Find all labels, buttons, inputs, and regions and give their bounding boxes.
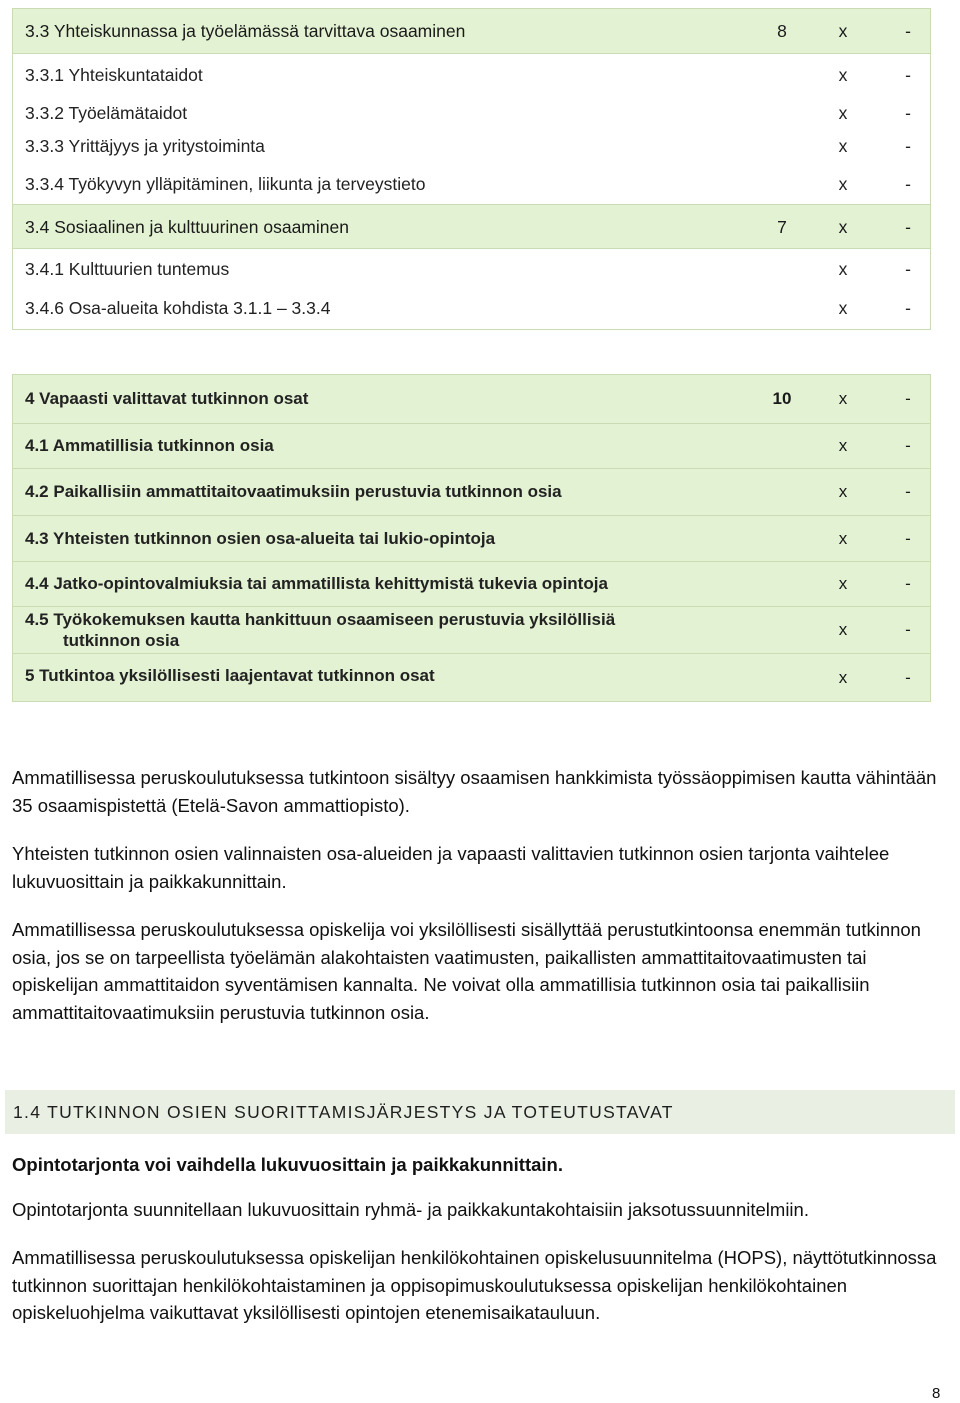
row-label: 4.4 Jatko-opintovalmiuksia tai ammatillista kehittymistä tukevia opintoja — [25, 574, 608, 593]
paragraph-tyossaoppiminen: Ammatillisessa peruskoulutuksessa tutkintoon sisältyy osaamisen hankkimista työssäoppimisen kautta vähintään 35 osaamispistettä (Etelä-Savon ammattiopisto). — [12, 767, 937, 816]
row-x-mark: x — [838, 136, 848, 156]
row-label-line-2: tutkinnon osia — [63, 631, 180, 650]
row-x-mark: x — [838, 65, 848, 85]
row-x-mark: x — [838, 574, 848, 593]
row-dash: - — [905, 667, 911, 687]
row-label-line-1: 4.5 Työkokemuksen kautta hankittuun osaamiseen perustuvia yksilöllisiä — [25, 610, 616, 629]
table-row-header — [13, 204, 930, 249]
row-points: 8 — [777, 21, 787, 41]
table-row — [13, 289, 930, 327]
section-lead: Opintotarjonta voi vaihdella lukuvuosittain ja paikkakunnittain. — [12, 1154, 563, 1175]
row-x-mark: x — [838, 620, 848, 639]
row-dash: - — [905, 298, 911, 318]
table-row — [13, 96, 930, 129]
row-x-mark: x — [838, 528, 848, 548]
paragraph-tarjonta: Yhteisten tutkinnon osien valinnaisten osa-alueiden ja vapaasti valittavien tutkinnon osien tarjonta vaihtelee lukuvuosittain ja paikkakunnittain. — [12, 843, 890, 892]
row-points: 7 — [777, 216, 787, 237]
row-points: 10 — [772, 389, 792, 408]
row-label: 3.4.1 Kulttuurien tuntemus — [25, 259, 230, 279]
row-label: 4 Vapaasti valittavat tutkinnon osat — [25, 389, 309, 408]
row-dash: - — [905, 21, 911, 41]
row-label: 3.3 Yhteiskunnassa ja työelämässä tarvittava osaaminen — [25, 21, 466, 41]
row-dash: - — [905, 65, 911, 85]
row-x-mark: x — [838, 259, 848, 279]
row-x-mark: x — [838, 482, 848, 501]
row-dash: - — [905, 482, 911, 501]
row-label: 5 Tutkintoa yksilöllisesti laajentavat tutkinnon osat — [25, 665, 435, 685]
paragraph-hops: Ammatillisessa peruskoulutuksessa opiskelijan henkilökohtainen opiskelusuunnitelma (HOPS), näyttötutkinnossa tutkinnon suorittajan henkilökohtaistaminen ja oppisopimuskoulutuksessa opiskelijan henkilökohtainen opiskeluohjelma vaikuttavat yksilöllisesti opintojen etenemisaikatauluun. — [12, 1247, 937, 1323]
section-heading-bar — [5, 1090, 955, 1134]
table-row — [13, 129, 930, 163]
row-dash: - — [905, 528, 911, 548]
table-3-3 — [12, 8, 931, 330]
row-dash: - — [905, 574, 911, 593]
row-x-mark: x — [838, 436, 848, 455]
table-row — [13, 249, 930, 289]
row-x-mark: x — [838, 102, 848, 123]
row-label: 4.3 Yhteisten tutkinnon osien osa-alueita tai lukio-opintoja — [25, 528, 496, 548]
row-label: 4.1 Ammatillisia tutkinnon osia — [25, 436, 274, 455]
row-dash: - — [905, 216, 911, 237]
table-row — [13, 653, 930, 701]
page-number: 8 — [932, 1385, 941, 1402]
row-dash: - — [905, 436, 911, 455]
table-row — [13, 515, 930, 561]
row-dash: - — [905, 620, 911, 639]
row-dash: - — [905, 102, 911, 123]
row-x-mark: x — [838, 389, 848, 408]
row-x-mark: x — [838, 298, 848, 318]
table-4-5 — [12, 374, 931, 702]
table-row — [13, 423, 930, 468]
row-label: 3.3.1 Yhteiskuntataidot — [25, 65, 203, 85]
table-row-header — [13, 375, 930, 423]
row-x-mark: x — [838, 667, 848, 687]
row-label: 4.2 Paikallisiin ammattitaitovaatimuksiin perustuvia tutkinnon osia — [25, 482, 562, 501]
table-row — [13, 163, 930, 204]
paragraph-jaksotus: Opintotarjonta suunnitellaan lukuvuosittain ryhmä- ja paikkakuntakohtaisiin jaksotussuunnitelmiin. — [12, 1199, 809, 1220]
row-label: 3.4.6 Osa-alueita kohdista 3.1.1 – 3.3.4 — [25, 298, 331, 318]
row-x-mark: x — [838, 216, 848, 237]
row-dash: - — [905, 136, 911, 156]
row-dash: - — [905, 389, 911, 408]
row-label: 3.3.2 Työelämätaidot — [25, 102, 188, 123]
row-x-mark: x — [838, 173, 848, 194]
row-label: 3.4 Sosiaalinen ja kulttuurinen osaaminen — [25, 216, 349, 237]
row-dash: - — [905, 259, 911, 279]
table-row — [13, 606, 930, 653]
row-x-mark: x — [838, 21, 848, 41]
row-dash: - — [905, 173, 911, 194]
table-row — [13, 54, 930, 96]
table-row — [13, 468, 930, 515]
paragraph-yksilollisesti: Ammatillisessa peruskoulutuksessa opiskelija voi yksilöllisesti sisällyttää perustutkintoonsa enemmän tutkinnon osia, jos se on tarpeellista työelämän alakohtaisten vaatimusten, paikallisten ammattitaitovaatimusten tai opiskelijan ammattitaidon syventämisen kannalta. Ne voivat olla ammatillisia tutkinnon osia tai paikallisiin ammattitaitovaatimuksiin perustuvia tutkinnon osia. — [12, 919, 921, 1023]
table-row — [13, 561, 930, 606]
section-heading: 1.4 TUTKINNON OSIEN SUORITTAMISJÄRJESTYS JA TOTEUTUSTAVAT — [13, 1102, 674, 1122]
table-row-header — [13, 9, 930, 54]
row-label: 3.3.4 Työkyvyn ylläpitäminen, liikunta ja terveystieto — [25, 173, 426, 194]
row-label — [25, 609, 615, 651]
row-label: 3.3.3 Yrittäjyys ja yritystoiminta — [25, 136, 265, 156]
